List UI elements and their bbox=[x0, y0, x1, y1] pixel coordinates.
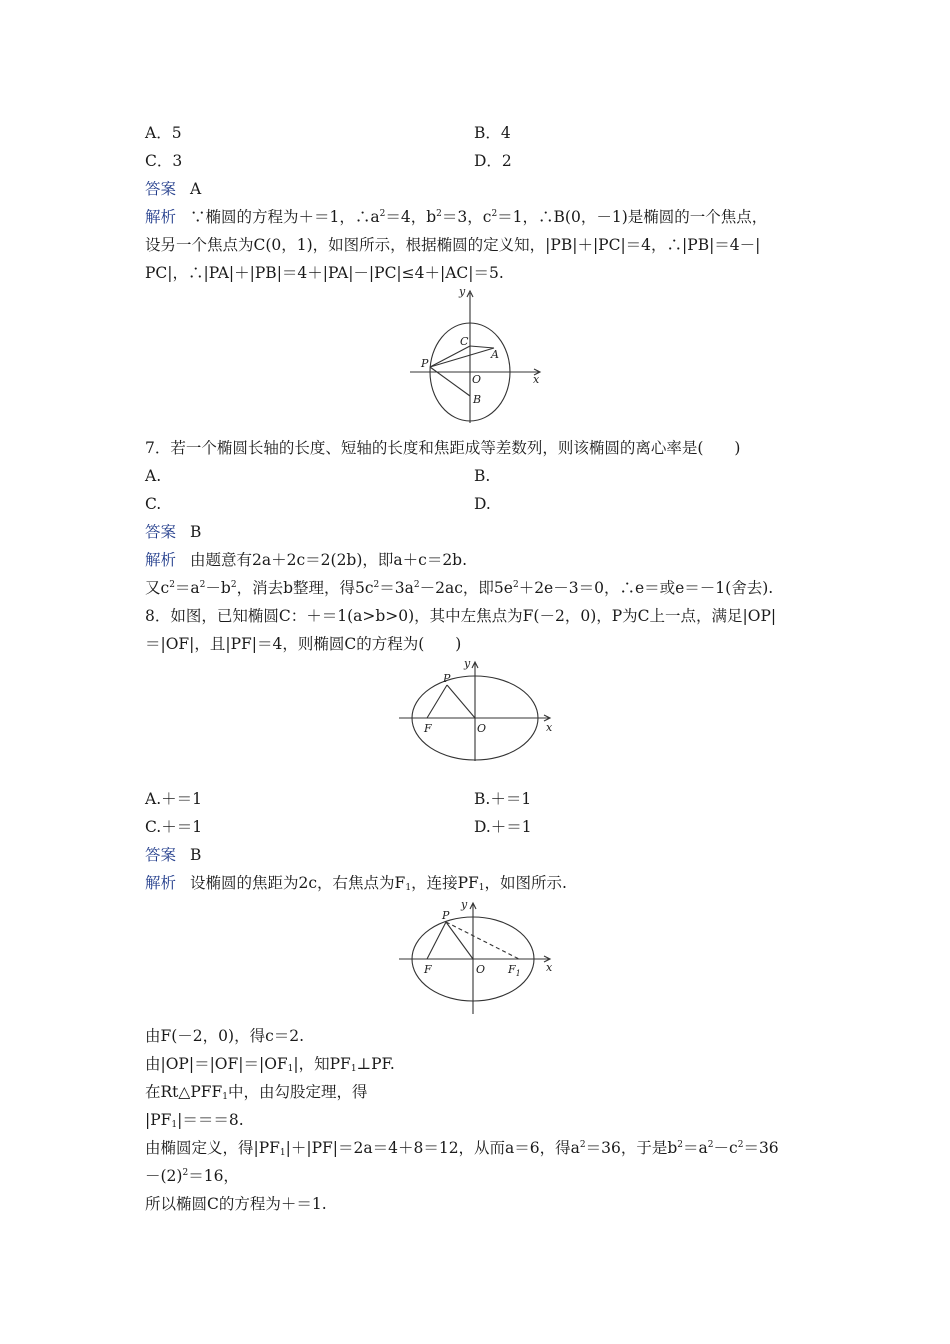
answer-value: B bbox=[190, 846, 202, 864]
segment-pb bbox=[430, 367, 470, 396]
segment-pf1-dashed bbox=[446, 922, 519, 959]
segment-pa bbox=[430, 348, 494, 367]
segment-fp bbox=[427, 922, 446, 959]
superscript: 2 bbox=[512, 580, 519, 590]
text: －2ac，即5e bbox=[419, 579, 513, 597]
label-o: O bbox=[477, 722, 487, 735]
q8-option-d: D.＋＝1 bbox=[474, 818, 532, 836]
q8-step-1: 由F(－2，0)，得c＝2. bbox=[145, 1027, 305, 1045]
text: ＝16， bbox=[188, 1167, 239, 1185]
q7-option-c: C. bbox=[145, 495, 162, 513]
text: |，知PF bbox=[293, 1055, 351, 1073]
superscript: 2 bbox=[413, 580, 420, 590]
q6-ellipse-figure bbox=[405, 285, 555, 425]
q8-step-7: 所以椭圆C的方程为＋＝1. bbox=[145, 1195, 327, 1213]
label-x: x bbox=[546, 961, 553, 974]
q8-option-c: C.＋＝1 bbox=[145, 818, 203, 836]
subscript: 1 bbox=[350, 1064, 357, 1074]
text: 在Rt△PFF bbox=[145, 1083, 223, 1101]
q8-option-a: A.＋＝1 bbox=[145, 790, 202, 808]
q6-option-c: C．3 bbox=[145, 152, 183, 170]
q8-option-b: B.＋＝1 bbox=[474, 790, 532, 808]
q7-answer bbox=[145, 522, 201, 542]
text: 设椭圆的焦距为2c，右焦点为F bbox=[190, 874, 406, 892]
text: ＝36 bbox=[743, 1139, 779, 1157]
q6-option-b: B．4 bbox=[474, 124, 511, 142]
q6-answer bbox=[145, 179, 201, 199]
text: 由|OP|＝|OF|＝|OF bbox=[145, 1055, 288, 1073]
text: ∵椭圆的方程为＋＝1，∴a bbox=[190, 208, 380, 226]
superscript: 2 bbox=[169, 580, 175, 590]
label-c: C bbox=[460, 335, 469, 348]
text: ＝3a bbox=[379, 579, 414, 597]
label-p: P bbox=[442, 909, 450, 922]
q8-step-2 bbox=[145, 1054, 395, 1074]
text: ＝a bbox=[174, 579, 200, 597]
analysis-label: 解析 bbox=[145, 208, 177, 226]
segment-fp bbox=[427, 685, 447, 718]
superscript: 2 bbox=[677, 1140, 684, 1150]
subscript: 1 bbox=[279, 1148, 286, 1158]
answer-value: B bbox=[190, 523, 202, 541]
q8-ellipse-figure-1 bbox=[395, 655, 565, 765]
q8-step-3 bbox=[145, 1082, 368, 1102]
text: 由椭圆定义，得|PF bbox=[145, 1139, 280, 1157]
subscript: 1 bbox=[222, 1092, 228, 1102]
superscript: 2 bbox=[707, 1140, 714, 1150]
text: |PF bbox=[145, 1111, 172, 1129]
label-f: F bbox=[424, 722, 432, 735]
q7-option-b: B. bbox=[474, 467, 491, 485]
superscript: 2 bbox=[436, 209, 442, 219]
label-a: A bbox=[491, 348, 499, 361]
q7-option-d: D. bbox=[474, 495, 491, 513]
text: ＋2e－3＝0，∴e＝或e＝－1(舍去). bbox=[518, 579, 774, 597]
q8-analysis-line-1 bbox=[145, 873, 567, 893]
text: 由题意有2a＋2c＝2(2b)，即a＋c＝2b. bbox=[190, 551, 468, 569]
label-f: F bbox=[424, 963, 432, 976]
label-y: y bbox=[461, 898, 468, 911]
q8-step-5 bbox=[145, 1138, 779, 1158]
label-x: x bbox=[533, 373, 540, 386]
text: ＝4，b bbox=[385, 208, 437, 226]
answer-label: 答案 bbox=[145, 180, 177, 198]
q6-analysis-line-2: 设另一个焦点为C(0，1)，如图所示，根据椭圆的定义知，|PB|＋|PC|＝4，∴|PB|＝4－| bbox=[145, 236, 761, 254]
q8-step-4 bbox=[145, 1110, 244, 1130]
q7-analysis-line-2 bbox=[145, 578, 773, 598]
analysis-label: 解析 bbox=[145, 551, 177, 569]
text: ＝3，c bbox=[441, 208, 492, 226]
q6-option-d: D．2 bbox=[474, 152, 512, 170]
label-o: O bbox=[476, 963, 486, 976]
label-p: P bbox=[443, 672, 451, 685]
text: ＝1，∴B(0，－1)是椭圆的一个焦点， bbox=[497, 208, 768, 226]
q8-ellipse-figure-2 bbox=[395, 896, 565, 1018]
q7-analysis-line-1 bbox=[145, 550, 467, 570]
q8-step-6 bbox=[145, 1166, 239, 1186]
q7-option-a: A. bbox=[145, 467, 162, 485]
text: ＝a bbox=[683, 1139, 708, 1157]
text: ，如图所示. bbox=[484, 874, 567, 892]
text: 中，由勾股定理，得 bbox=[228, 1083, 368, 1101]
answer-label: 答案 bbox=[145, 846, 177, 864]
analysis-label: 解析 bbox=[145, 874, 177, 892]
q8-stem-line-2: ＝|OF|，且|PF|＝4，则椭圆C的方程为( ) bbox=[145, 635, 462, 653]
superscript: 2 bbox=[182, 1168, 189, 1178]
text: ，消去b整理，得5c bbox=[236, 579, 374, 597]
text: ⊥PF. bbox=[356, 1055, 395, 1073]
q6-option-a: A．5 bbox=[145, 124, 182, 142]
label-y: y bbox=[464, 657, 471, 670]
superscript: 2 bbox=[491, 209, 498, 219]
q8-stem-line-1: 8．如图，已知椭圆C：＋＝1(a>b>0)，其中左焦点为F(－2，0)，P为C上一点，满足|OP| bbox=[145, 607, 777, 625]
superscript: 2 bbox=[579, 1140, 586, 1150]
text: －c bbox=[713, 1139, 738, 1157]
superscript: 2 bbox=[199, 580, 206, 590]
answer-label: 答案 bbox=[145, 523, 177, 541]
label-p: P bbox=[421, 357, 429, 370]
text: |＝＝＝8. bbox=[177, 1111, 244, 1129]
answer-value: A bbox=[190, 180, 202, 198]
q6-analysis-line-1 bbox=[145, 207, 767, 227]
label-f1-letter: F bbox=[508, 963, 516, 976]
superscript: 2 bbox=[230, 580, 237, 590]
label-x: x bbox=[546, 721, 553, 734]
label-b: B bbox=[473, 393, 482, 406]
superscript: 2 bbox=[737, 1140, 744, 1150]
label-f1-sub: 1 bbox=[515, 969, 521, 978]
text: ＝36，于是b bbox=[585, 1139, 678, 1157]
q7-stem: 7．若一个椭圆长轴的长度、短轴的长度和焦距成等差数列，则该椭圆的离心率是( ) bbox=[145, 439, 741, 457]
text: |＋|PF|＝2a＝4＋8＝12，从而a＝6，得a bbox=[285, 1139, 580, 1157]
label-f1 bbox=[507, 963, 521, 978]
text: －(2) bbox=[145, 1167, 183, 1185]
subscript: 1 bbox=[405, 883, 412, 893]
text: －b bbox=[205, 579, 231, 597]
text: ，连接PF bbox=[411, 874, 479, 892]
q8-answer bbox=[145, 845, 201, 865]
subscript: 1 bbox=[478, 883, 485, 893]
segment-po bbox=[447, 685, 475, 718]
subscript: 1 bbox=[171, 1120, 178, 1130]
superscript: 2 bbox=[373, 580, 380, 590]
q6-analysis-line-3: PC|，∴|PA|＋|PB|＝4＋|PA|－|PC|≤4＋|AC|＝5. bbox=[145, 264, 504, 282]
label-y: y bbox=[459, 285, 466, 298]
label-o: O bbox=[472, 373, 482, 386]
text: 又c bbox=[145, 579, 170, 597]
superscript: 2 bbox=[379, 209, 386, 219]
subscript: 1 bbox=[287, 1064, 294, 1074]
segment-po bbox=[446, 922, 473, 959]
